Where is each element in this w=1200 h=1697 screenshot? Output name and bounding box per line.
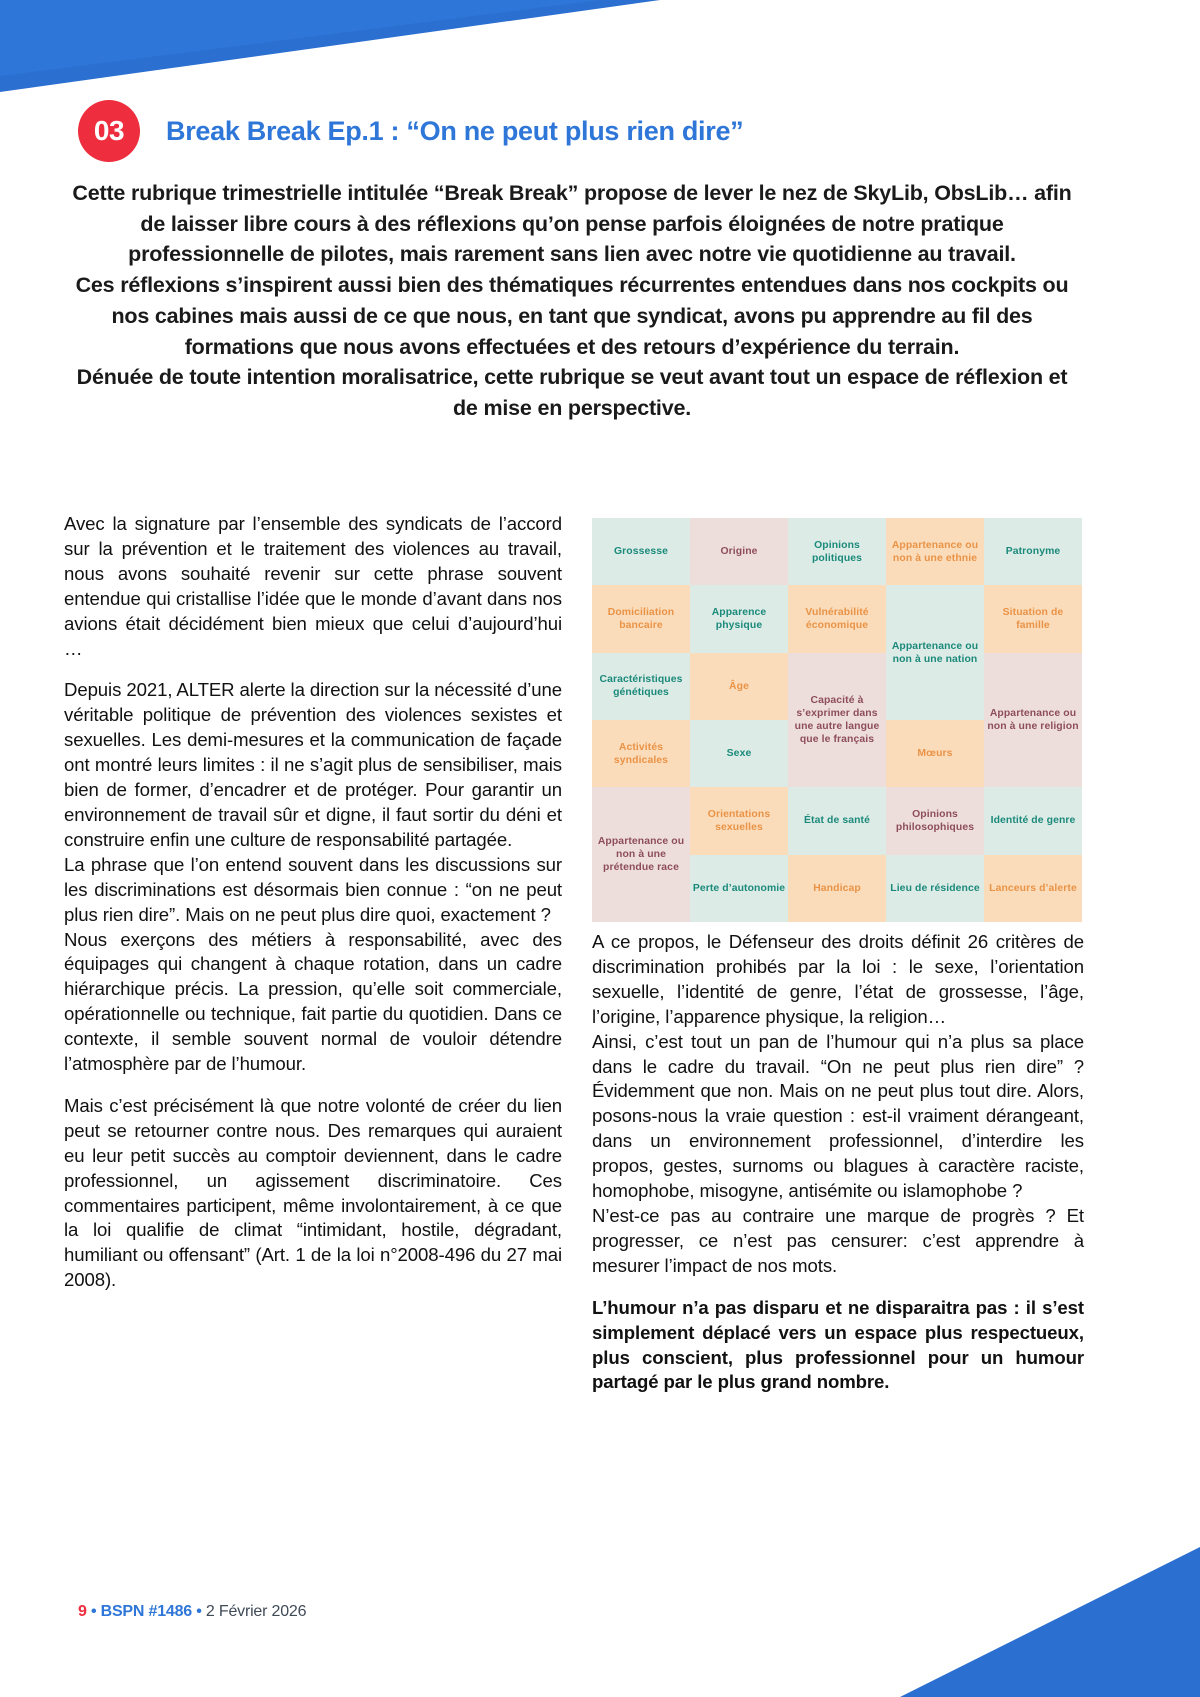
footer-date: 2 Février 2026 bbox=[205, 1603, 307, 1620]
criteria-cell: Identité de genre bbox=[984, 787, 1082, 854]
criteria-cell: Lieu de résidence bbox=[886, 855, 984, 922]
criteria-cell: Vulnérabilité économique bbox=[788, 585, 886, 652]
right-paragraph-2: Ainsi, c’est tout un pan de l’humour qui n’a plus sa place dans le cadre du travail. “On ne peut plus rien dire” ? Évidemment que non. Mais on ne peut plus tout dire. Alors, posons-nous la vraie question : est-il vraiment dérangeant, dans un environnement professionnel, d’interdire les propos, gestes, surnoms ou blagues à caractère raciste, homophobe, misogyne, antisémite ou islamophobe ? bbox=[592, 1030, 1084, 1202]
left-column bbox=[64, 512, 562, 1310]
criteria-cell: Activités syndicales bbox=[592, 720, 690, 787]
left-paragraph-3: La phrase que l’on entend souvent dans les discussions sur les discriminations est désormais bien connue : “on ne peut plus rien dire”. Mais on ne peut plus dire quoi, exactement ? bbox=[64, 853, 562, 925]
section-header bbox=[78, 100, 743, 162]
criteria-cell: Patronyme bbox=[984, 518, 1082, 585]
right-column bbox=[592, 930, 1084, 1395]
criteria-cell: Appartenance ou non à une prétendue race bbox=[592, 787, 690, 922]
criteria-cell: Handicap bbox=[788, 855, 886, 922]
criteria-cell: Mœurs bbox=[886, 720, 984, 787]
criteria-cell: Grossesse bbox=[592, 518, 690, 585]
criteria-cell: Caractéristiques génétiques bbox=[592, 653, 690, 720]
footer-separator-2: • bbox=[196, 1603, 202, 1620]
intro-paragraph-3: Dénuée de toute intention moralisatrice, cette rubrique se veut avant tout un espace de réflexion et de mise en perspective. bbox=[76, 365, 1068, 421]
bottom-right-decorative-shape bbox=[900, 1547, 1200, 1697]
left-paragraph-2: Depuis 2021, ALTER alerte la direction sur la nécessité d’une véritable politique de prévention des violences sexistes et sexuelles. Les demi-mesures et la communication de façade ont montré leurs limites : il ne s’agit plus de sensibiliser, mais bien de former, d’encadrer et de protéger. Pour garantir un environnement de travail sûr et digne, il faut sortir du déni et construire enfin une culture de responsabilité partagée. bbox=[64, 679, 562, 850]
left-paragraph-4: Nous exerçons des métiers à responsabilité, avec des équipages qui changent à chaque rotation, dans un cadre hiérarchique précis. La pression, qu’elle soit commerciale, opérationnelle ou technique, fait partie du quotidien. Dans ce contexte, il semble souvent normal de vouloir détendre l’atmosphère par de l’humour. bbox=[64, 928, 562, 1075]
criteria-cell: Opinions philosophiques bbox=[886, 787, 984, 854]
left-paragraph-5: Mais c’est précisément là que notre volonté de créer du lien peut se retourner contre nous. Des remarques qui auraient eu leur petit succès au comptoir deviennent, dans le cadre professionnel, un agissement discriminatoire. Ces commentaires participent, même involontairement, à ce que la loi qualifie de climat “intimidant, hostile, dégradant, humiliant ou offensant” (Art. 1 de la loi n°2008-496 du 27 mai 2008). bbox=[64, 1094, 562, 1291]
criteria-cell: Appartenance ou non à une religion bbox=[984, 653, 1082, 788]
criteria-cell: Origine bbox=[690, 518, 788, 585]
right-paragraph-3: N’est-ce pas au contraire une marque de progrès ? Et progresser, ce n’est pas censurer: c’est apprendre à mesurer l’impact de nos mots. bbox=[592, 1204, 1084, 1276]
intro-paragraph-1: Cette rubrique trimestrielle intitulée “Break Break” propose de lever le nez de SkyLib, ObsLib… afin de laisser libre cours à des réflexions qu’on pense parfois éloignées de notre pratique professionnelle de pilotes, mais rarement sans lien avec notre vie quotidienne au travail. bbox=[72, 181, 1072, 267]
intro-block bbox=[72, 178, 1072, 424]
footer-publication: BSPN #1486 bbox=[100, 1603, 193, 1620]
criteria-cell: Perte d’autonomie bbox=[690, 855, 788, 922]
criteria-cell: Apparence physique bbox=[690, 585, 788, 652]
criteria-cell: Situation de famille bbox=[984, 585, 1082, 652]
right-paragraph-4-emphasis: L’humour n’a pas disparu et ne disparaitra pas : il s’est simplement déplacé vers un espace plus respectueux, plus conscient, plus professionnel pour un humour partagé par le plus grand nombre. bbox=[592, 1296, 1084, 1393]
discrimination-criteria-grid bbox=[592, 518, 1082, 922]
right-paragraph-1: A ce propos, le Défenseur des droits définit 26 critères de discrimination prohibés par la loi : le sexe, l’orientation sexuelle, l’identité de genre, l’état de grossesse, l’âge, l’origine, l’apparence physique, la religion… bbox=[592, 931, 1084, 1027]
footer bbox=[78, 1603, 306, 1621]
criteria-cell: Domiciliation bancaire bbox=[592, 585, 690, 652]
left-paragraph-1: Avec la signature par l’ensemble des syndicats de l’accord sur la prévention et le traitement des violences au travail, nous avons souhaité revenir sur cette phrase souvent entendue qui cristallise l’idée que le monde d’avant dans nos avions était décidément bien mieux que celui d’aujourd’hui … bbox=[64, 513, 562, 659]
criteria-cell: Orientations sexuelles bbox=[690, 787, 788, 854]
page-title: Break Break Ep.1 : “On ne peut plus rien dire” bbox=[166, 115, 744, 146]
criteria-cell: Lanceurs d’alerte bbox=[984, 855, 1082, 922]
criteria-cell: Âge bbox=[690, 653, 788, 720]
section-number-badge: 03 bbox=[78, 100, 140, 162]
footer-separator-1: • bbox=[90, 1603, 97, 1620]
criteria-cell: Sexe bbox=[690, 720, 788, 787]
footer-page-number: 9 bbox=[78, 1603, 87, 1620]
criteria-cell: Capacité à s’exprimer dans une autre langue que le français bbox=[788, 653, 886, 788]
criteria-cell: Opinions politiques bbox=[788, 518, 886, 585]
criteria-cell: Appartenance ou non à une nation bbox=[886, 585, 984, 720]
criteria-cell: Appartenance ou non à une ethnie bbox=[886, 518, 984, 585]
criteria-cell: État de santé bbox=[788, 787, 886, 854]
intro-paragraph-2: Ces réflexions s’inspirent aussi bien des thématiques récurrentes entendues dans nos cockpits ou nos cabines mais aussi de ce que nous, en tant que syndicat, avons pu apprendre au fil des formations que nous avons effectuées et des retours d’expérience du terrain. bbox=[75, 273, 1069, 359]
